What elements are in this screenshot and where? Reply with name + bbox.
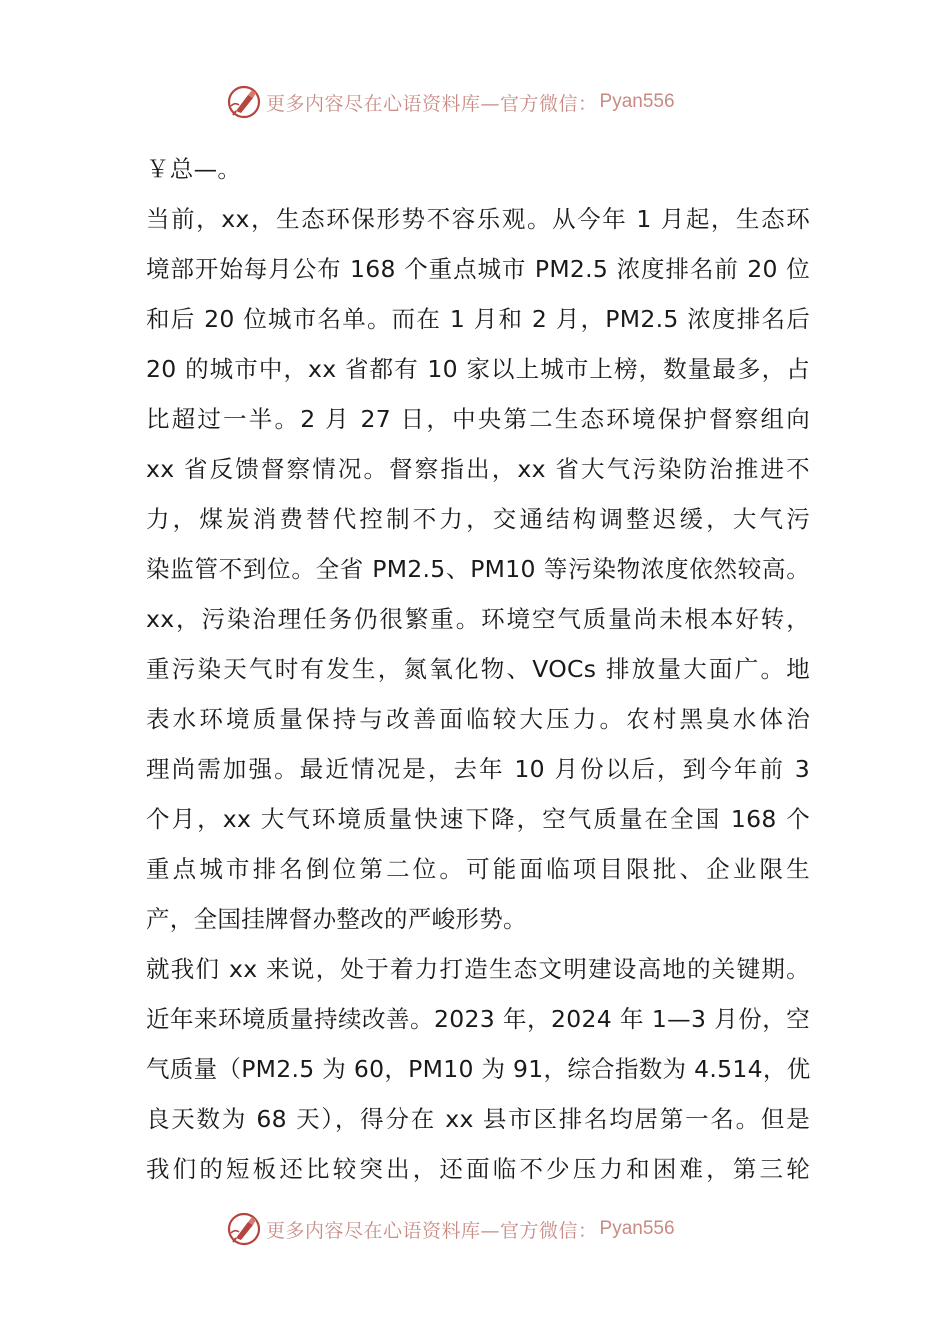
text-line: 当前，xx，生态环保形势不容乐观。从今年 1 月起，生态环	[146, 205, 810, 233]
header-banner-text: 更多内容尽在心语资料库—官方微信：	[266, 92, 598, 115]
text-line: xx，污染治理任务仍很繁重。环境空气质量尚未根本好转，	[146, 605, 810, 633]
text-line: 比超过一半。2 月 27 日，中央第二生态环境保护督察组向	[146, 405, 810, 433]
header-banner	[226, 82, 746, 122]
text-line: 力，煤炭消费替代控制不力，交通结构调整迟缓，大气污	[146, 505, 810, 533]
text-line: 和后 20 位城市名单。而在 1 月和 2 月，PM2.5 浓度排名后	[146, 305, 810, 333]
text-line: 重点城市排名倒位第二位。可能面临项目限批、企业限生	[146, 855, 810, 883]
pen-nib-logo-icon	[226, 84, 262, 120]
text-line: 重污染天气时有发生，氮氧化物、VOCs 排放量大面广。地	[146, 655, 810, 683]
footer-banner	[226, 1209, 746, 1249]
footer-banner-text: 更多内容尽在心语资料库—官方微信：	[266, 1219, 598, 1242]
text-line: 产，全国挂牌督办整改的严峻形势。	[146, 905, 527, 933]
text-line: 良天数为 68 天），得分在 xx 县市区排名均居第一名。但是	[146, 1105, 810, 1133]
footer-banner-handle: Pyan556	[599, 1218, 675, 1239]
paragraph-heading-fragment	[146, 144, 810, 194]
paragraph-local-status	[146, 944, 810, 1194]
text-line: 染监管不到位。全省 PM2.5、PM10 等污染物浓度依然较高。	[146, 555, 810, 583]
text-line: 就我们 xx 来说，处于着力打造生态文明建设高地的关键期。	[146, 955, 810, 983]
document-body	[146, 144, 810, 1194]
pen-nib-logo-icon	[226, 1211, 262, 1247]
text-line: 个月，xx 大气环境质量快速下降，空气质量在全国 168 个	[146, 805, 810, 833]
text-line: xx 省反馈督察情况。督察指出，xx 省大气污染防治推进不	[146, 455, 810, 483]
text-line: ￥总—。	[146, 155, 242, 183]
text-line: 气质量（PM2.5 为 60，PM10 为 91，综合指数为 4.514，优	[146, 1055, 811, 1083]
text-line: 境部开始每月公布 168 个重点城市 PM2.5 浓度排名前 20 位	[146, 255, 810, 283]
header-banner-handle: Pyan556	[599, 91, 675, 112]
paragraph-situation	[146, 194, 810, 944]
text-line: 表水环境质量保持与改善面临较大压力。农村黑臭水体治	[146, 705, 810, 733]
text-line: 近年来环境质量持续改善。2023 年，2024 年 1—3 月份，空	[146, 1005, 810, 1033]
text-line: 理尚需加强。最近情况是，去年 10 月份以后，到今年前 3	[146, 755, 810, 783]
text-line: 20 的城市中，xx 省都有 10 家以上城市上榜，数量最多，占	[146, 355, 810, 383]
text-line: 我们的短板还比较突出，还面临不少压力和困难，第三轮	[146, 1155, 810, 1183]
